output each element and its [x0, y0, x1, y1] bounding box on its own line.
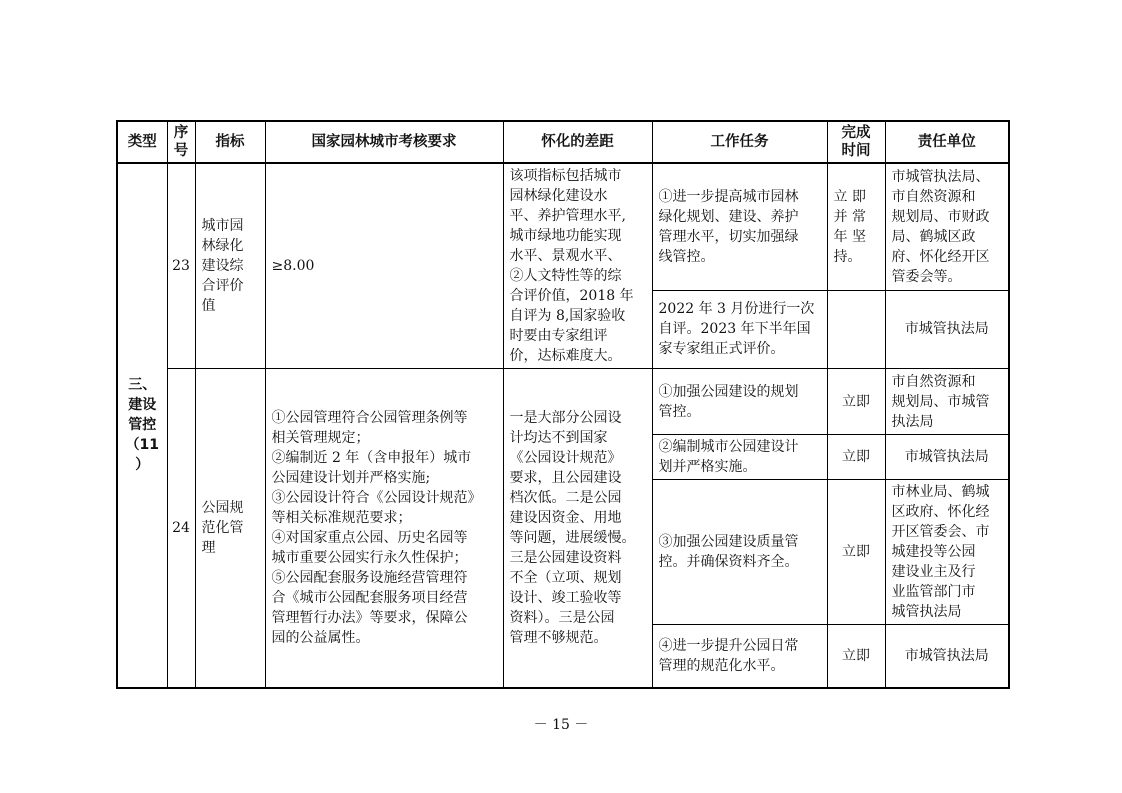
assessment-table	[116, 120, 1010, 689]
row24-task-2: ②编制城市公园建设计 划并严格实施。	[652, 435, 827, 480]
header-task: 工作任务	[652, 121, 827, 163]
header-requirement: 国家园林城市考核要求	[265, 121, 503, 163]
row24-task-3: ③加强公园建设质量管 控。并确保资料齐全。	[652, 480, 827, 625]
header-gap: 怀化的差距	[503, 121, 652, 163]
row24-time-2: 立即	[827, 435, 885, 480]
row24-unit-4: 市城管执法局	[885, 625, 1009, 688]
row24-indicator: 公园规 范化管 理	[195, 369, 265, 688]
header-row	[117, 121, 1009, 163]
row24-gap: 一是大部分公园设 计均达不到国家 《公园设计规范》 要求，且公园建设 档次低。二是公园 建设因资金、用地 等问题，进展缓慢。 三是公园建设资料 不全（立项、规划 设计、竣工验收等 资料）。三是公园 管理不够规范。	[503, 369, 652, 688]
page-number: － 15 －	[533, 717, 589, 733]
row24-task-1: ①加强公园建设的规划 管控。	[652, 369, 827, 435]
header-time: 完成 时间	[827, 121, 885, 163]
row23-task-1: ①进一步提高城市园林 绿化规划、建设、养护 管理水平，切实加强绿 线管控。	[652, 163, 827, 290]
category-cell: 三、 建设 管控 （11 ）	[117, 163, 167, 688]
row23-time-2	[827, 290, 885, 368]
row24-time-1: 立即	[827, 369, 885, 435]
row24-time-4: 立即	[827, 625, 885, 688]
row24-unit-2: 市城管执法局	[885, 435, 1009, 480]
row23-seq: 23	[167, 163, 195, 369]
row23-unit-1: 市城管执法局、 市自然资源和 规划局、市财政 局、鹤城区政 府、怀化经开区 管委会等。	[885, 163, 1009, 290]
row24-task-4: ④进一步提升公园日常 管理的规范化水平。	[652, 625, 827, 688]
row23-indicator: 城市园 林绿化 建设综 合评价 值	[195, 163, 265, 369]
row23-gap: 该项指标包括城市 园林绿化建设水 平、养护管理水平, 城市绿地功能实现 水平、景观水平、 ②人文特性等的综 合评价值，2018 年 自评为 8,国家验收 时要由专家组评 价，达标难度大。	[503, 163, 652, 369]
row24-time-3: 立即	[827, 480, 885, 625]
header-seq: 序 号	[167, 121, 195, 163]
row24-unit-1: 市自然资源和 规划局、市城管 执法局	[885, 369, 1009, 435]
row24-seq: 24	[167, 369, 195, 688]
header-indicator: 指标	[195, 121, 265, 163]
table-row	[117, 163, 1009, 290]
row23-unit-2: 市城管执法局	[885, 290, 1009, 368]
row24-unit-3: 市林业局、鹤城 区政府、怀化经 开区管委会、市 城建投等公园 建设业主及行 业监管部门市 城管执法局	[885, 480, 1009, 625]
row23-task-2: 2022 年 3 月份进行一次 自评。2023 年下半年国 家专家组正式评价。	[652, 290, 827, 368]
row24-requirement: ①公园管理符合公园管理条例等 相关管理规定； ②编制近 2 年（含申报年）城市 公园建设计划并严格实施; ③公园设计符合《公园设计规范》 等相关标准规范要求； ④对国家重点公园、历史名园等 城市重要公园实行永久性保护； ⑤公园配套服务设施经营管理符 合《城市公园配套服务项目经营 管理暂行办法》等要求，保障公 园的公益属性。	[265, 369, 503, 688]
table-row	[117, 369, 1009, 435]
header-type: 类型	[117, 121, 167, 163]
row23-requirement: ≥8.00	[265, 163, 503, 369]
header-unit: 责任单位	[885, 121, 1009, 163]
row23-time-1: 立 即 并 常 年 坚 持。	[827, 163, 885, 290]
